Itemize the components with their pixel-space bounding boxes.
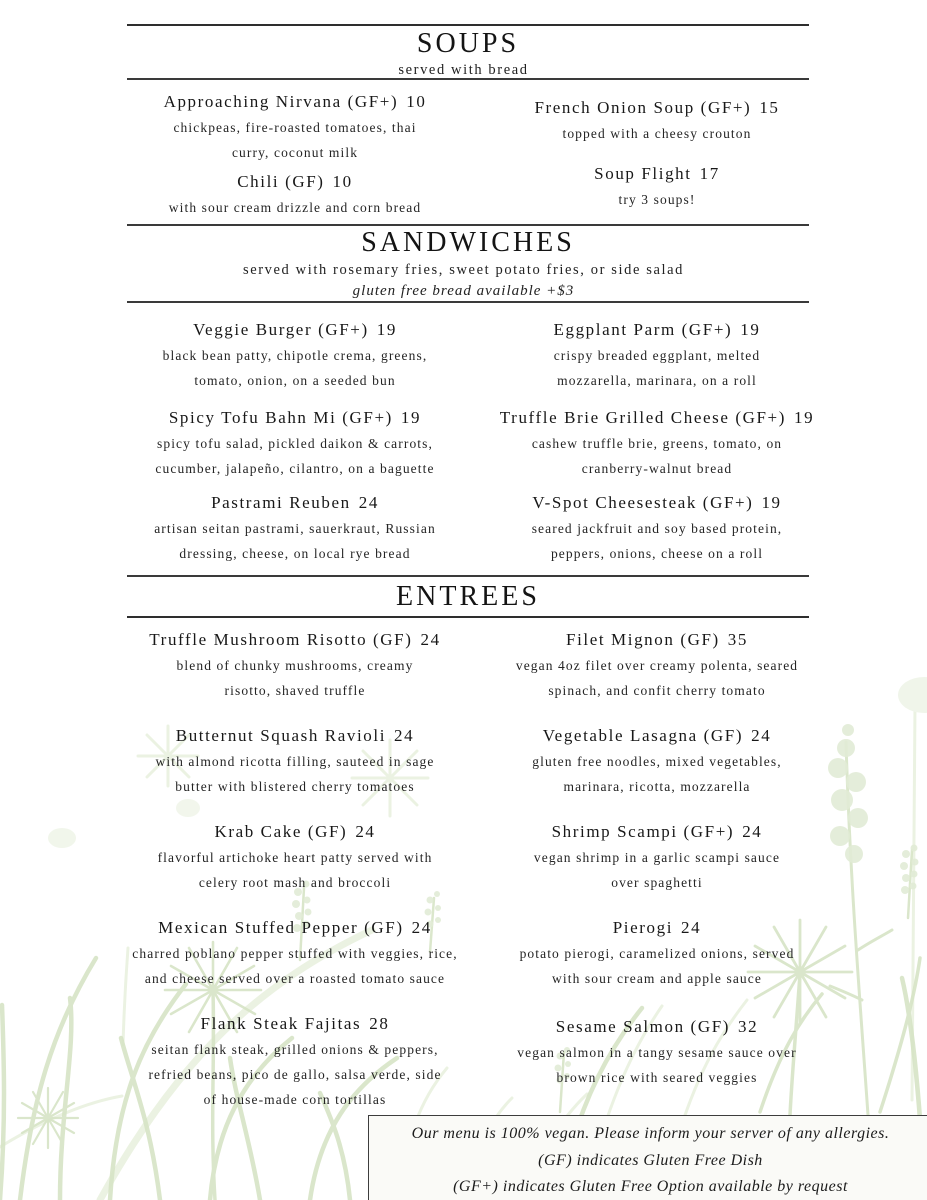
item-description: butter with blistered cherry tomatoes <box>175 779 415 794</box>
item-description: with sour cream drizzle and corn bread <box>168 200 422 215</box>
item-name: Pierogi 24 <box>612 918 702 937</box>
footer-allergy-note: Our menu is 100% vegan. Please inform your server of any allergies. <box>411 1125 890 1142</box>
item-price: 24 <box>742 822 763 841</box>
item-name: Mexican Stuffed Pepper (GF) 24 <box>158 918 432 937</box>
item-description: cranberry-walnut bread <box>581 461 733 476</box>
item-description: over spaghetti <box>611 875 703 890</box>
item-description: gluten free noodles, mixed vegetables, <box>532 754 782 769</box>
item-description: spinach, and confit cherry tomato <box>548 683 766 698</box>
item-name: French Onion Soup (GF+) 15 <box>534 98 780 117</box>
menu-item-spicy-tofu-bahn-mi <box>95 405 495 481</box>
item-description: tomato, onion, on a seeded bun <box>194 373 396 388</box>
menu-item-eggplant-parm <box>468 317 846 393</box>
item-price: 35 <box>727 630 748 649</box>
item-name: Eggplant Parm (GF+) 19 <box>553 320 761 339</box>
item-description: refried beans, pico de gallo, salsa verde, side <box>148 1067 442 1082</box>
item-description: mozzarella, marinara, on a roll <box>557 373 757 388</box>
item-name: Chili (GF) 10 <box>237 172 353 191</box>
menu-item-pastrami-reuben <box>95 490 495 566</box>
item-description: marinara, ricotta, mozzarella <box>563 779 751 794</box>
item-price: 24 <box>751 726 772 745</box>
item-description: peppers, onions, cheese on a roll <box>550 546 764 561</box>
menu-item-krab-cake <box>95 819 495 895</box>
item-description: vegan 4oz filet over creamy polenta, seared <box>515 658 799 673</box>
menu-item-pierogi <box>468 915 846 991</box>
menu-item-sesame-salmon <box>468 1014 846 1090</box>
item-name: Flank Steak Fajitas 28 <box>200 1014 390 1033</box>
item-description: blend of chunky mushrooms, creamy <box>176 658 414 673</box>
section-divider <box>127 301 809 303</box>
menu-item-mexican-stuffed-pepper <box>95 915 495 991</box>
item-name: Approaching Nirvana (GF+) 10 <box>163 92 427 111</box>
item-price: 24 <box>358 493 379 512</box>
item-description: of house-made corn tortillas <box>203 1092 387 1107</box>
item-price: 24 <box>394 726 415 745</box>
menu-item-shrimp-scampi <box>468 819 846 895</box>
item-description: curry, coconut milk <box>231 145 359 160</box>
item-name: Sesame Salmon (GF) 32 <box>555 1017 759 1036</box>
item-description: artisan seitan pastrami, sauerkraut, Russian <box>154 521 436 536</box>
menu-item-vspot-cheesesteak <box>468 490 846 566</box>
item-description: spicy tofu salad, pickled daikon & carrots, <box>157 436 433 451</box>
menu-item-filet-mignon <box>468 627 846 703</box>
item-description: with almond ricotta filling, sauteed in sage <box>155 754 435 769</box>
item-name: Veggie Burger (GF+) 19 <box>193 320 397 339</box>
item-name: V-Spot Cheesesteak (GF+) 19 <box>532 493 782 512</box>
item-description: seared jackfruit and soy based protein, <box>531 521 783 536</box>
section-subtitle-note: gluten free bread available +$3 <box>352 283 575 299</box>
item-description: vegan salmon in a tangy sesame sauce over <box>517 1045 797 1060</box>
item-description: crispy breaded eggplant, melted <box>553 348 761 363</box>
item-price: 10 <box>332 172 353 191</box>
item-price: 19 <box>793 408 815 427</box>
section-divider <box>127 78 809 80</box>
footer-note-box <box>368 1115 927 1200</box>
item-name: Vegetable Lasagna (GF) 24 <box>542 726 772 745</box>
item-description: dressing, cheese, on local rye bread <box>179 546 411 561</box>
item-price: 15 <box>759 98 780 117</box>
item-price: 19 <box>740 320 761 339</box>
item-price: 24 <box>681 918 702 937</box>
item-price: 24 <box>411 918 432 937</box>
item-description: brown rice with seared veggies <box>556 1070 758 1085</box>
item-name: Filet Mignon (GF) 35 <box>566 630 748 649</box>
item-description: vegan shrimp in a garlic scampi sauce <box>533 850 781 865</box>
item-name: Soup Flight 17 <box>594 164 720 183</box>
item-description: flavorful artichoke heart patty served with <box>157 850 433 865</box>
section-title-entrees: ENTREES <box>396 581 540 612</box>
menu-item-veggie-burger <box>95 317 495 393</box>
item-description: topped with a cheesy crouton <box>562 126 752 141</box>
menu-item-chili <box>95 169 495 220</box>
item-name: Krab Cake (GF) 24 <box>214 822 376 841</box>
item-price: 28 <box>369 1014 390 1033</box>
menu-item-truffle-brie-grilled-cheese <box>468 405 846 481</box>
item-price: 32 <box>738 1017 759 1036</box>
item-description: seitan flank steak, grilled onions & peppers, <box>151 1042 439 1057</box>
section-subtitle: served with bread <box>398 62 529 78</box>
item-description: try 3 soups! <box>618 192 696 207</box>
footer-gfplus-legend: (GF+) indicates Gluten Free Option available by request <box>453 1178 848 1195</box>
item-price: 19 <box>400 408 422 427</box>
item-description: charred poblano pepper stuffed with veggies, rice, <box>132 946 458 961</box>
section-divider <box>127 575 809 577</box>
section-title-soups: SOUPS <box>416 28 520 59</box>
item-description: cashew truffle brie, greens, tomato, on <box>531 436 783 451</box>
item-price: 17 <box>699 164 720 183</box>
item-price: 24 <box>355 822 376 841</box>
item-description: celery root mash and broccoli <box>198 875 392 890</box>
section-title-sandwiches: SANDWICHES <box>361 227 575 258</box>
item-price: 10 <box>406 92 427 111</box>
item-price: 24 <box>420 630 441 649</box>
item-description: chickpeas, fire-roasted tomatoes, thai <box>173 120 417 135</box>
item-description: risotto, shaved truffle <box>224 683 366 698</box>
item-name: Butternut Squash Ravioli 24 <box>175 726 415 745</box>
item-price: 19 <box>376 320 397 339</box>
item-description: with sour cream and apple sauce <box>552 971 762 986</box>
section-divider <box>127 24 809 26</box>
item-description: potato pierogi, caramelized onions, served <box>519 946 795 961</box>
footer-gf-legend: (GF) indicates Gluten Free Dish <box>538 1151 763 1169</box>
item-name: Pastrami Reuben 24 <box>211 493 379 512</box>
menu-item-soup-flight <box>468 161 846 212</box>
item-name: Shrimp Scampi (GF+) 24 <box>551 822 763 841</box>
menu-item-flank-steak-fajitas <box>95 1011 495 1112</box>
section-divider <box>127 616 809 618</box>
item-name: Truffle Brie Grilled Cheese (GF+) 19 <box>499 408 815 427</box>
item-description: black bean patty, chipotle crema, greens, <box>162 348 428 363</box>
menu-item-truffle-mushroom-risotto <box>95 627 495 703</box>
item-name: Truffle Mushroom Risotto (GF) 24 <box>149 630 441 649</box>
item-description: cucumber, jalapeño, cilantro, on a baguette <box>155 461 435 476</box>
item-name: Spicy Tofu Bahn Mi (GF+) 19 <box>168 408 422 427</box>
item-description: and cheese served over a roasted tomato sauce <box>144 971 446 986</box>
menu-item-vegetable-lasagna <box>468 723 846 799</box>
menu-item-butternut-squash-ravioli <box>95 723 495 799</box>
menu-item-french-onion-soup <box>468 95 846 146</box>
menu-item-approaching-nirvana <box>95 89 495 165</box>
item-price: 19 <box>761 493 782 512</box>
section-subtitle: served with rosemary fries, sweet potato fries, or side salad <box>242 262 685 278</box>
